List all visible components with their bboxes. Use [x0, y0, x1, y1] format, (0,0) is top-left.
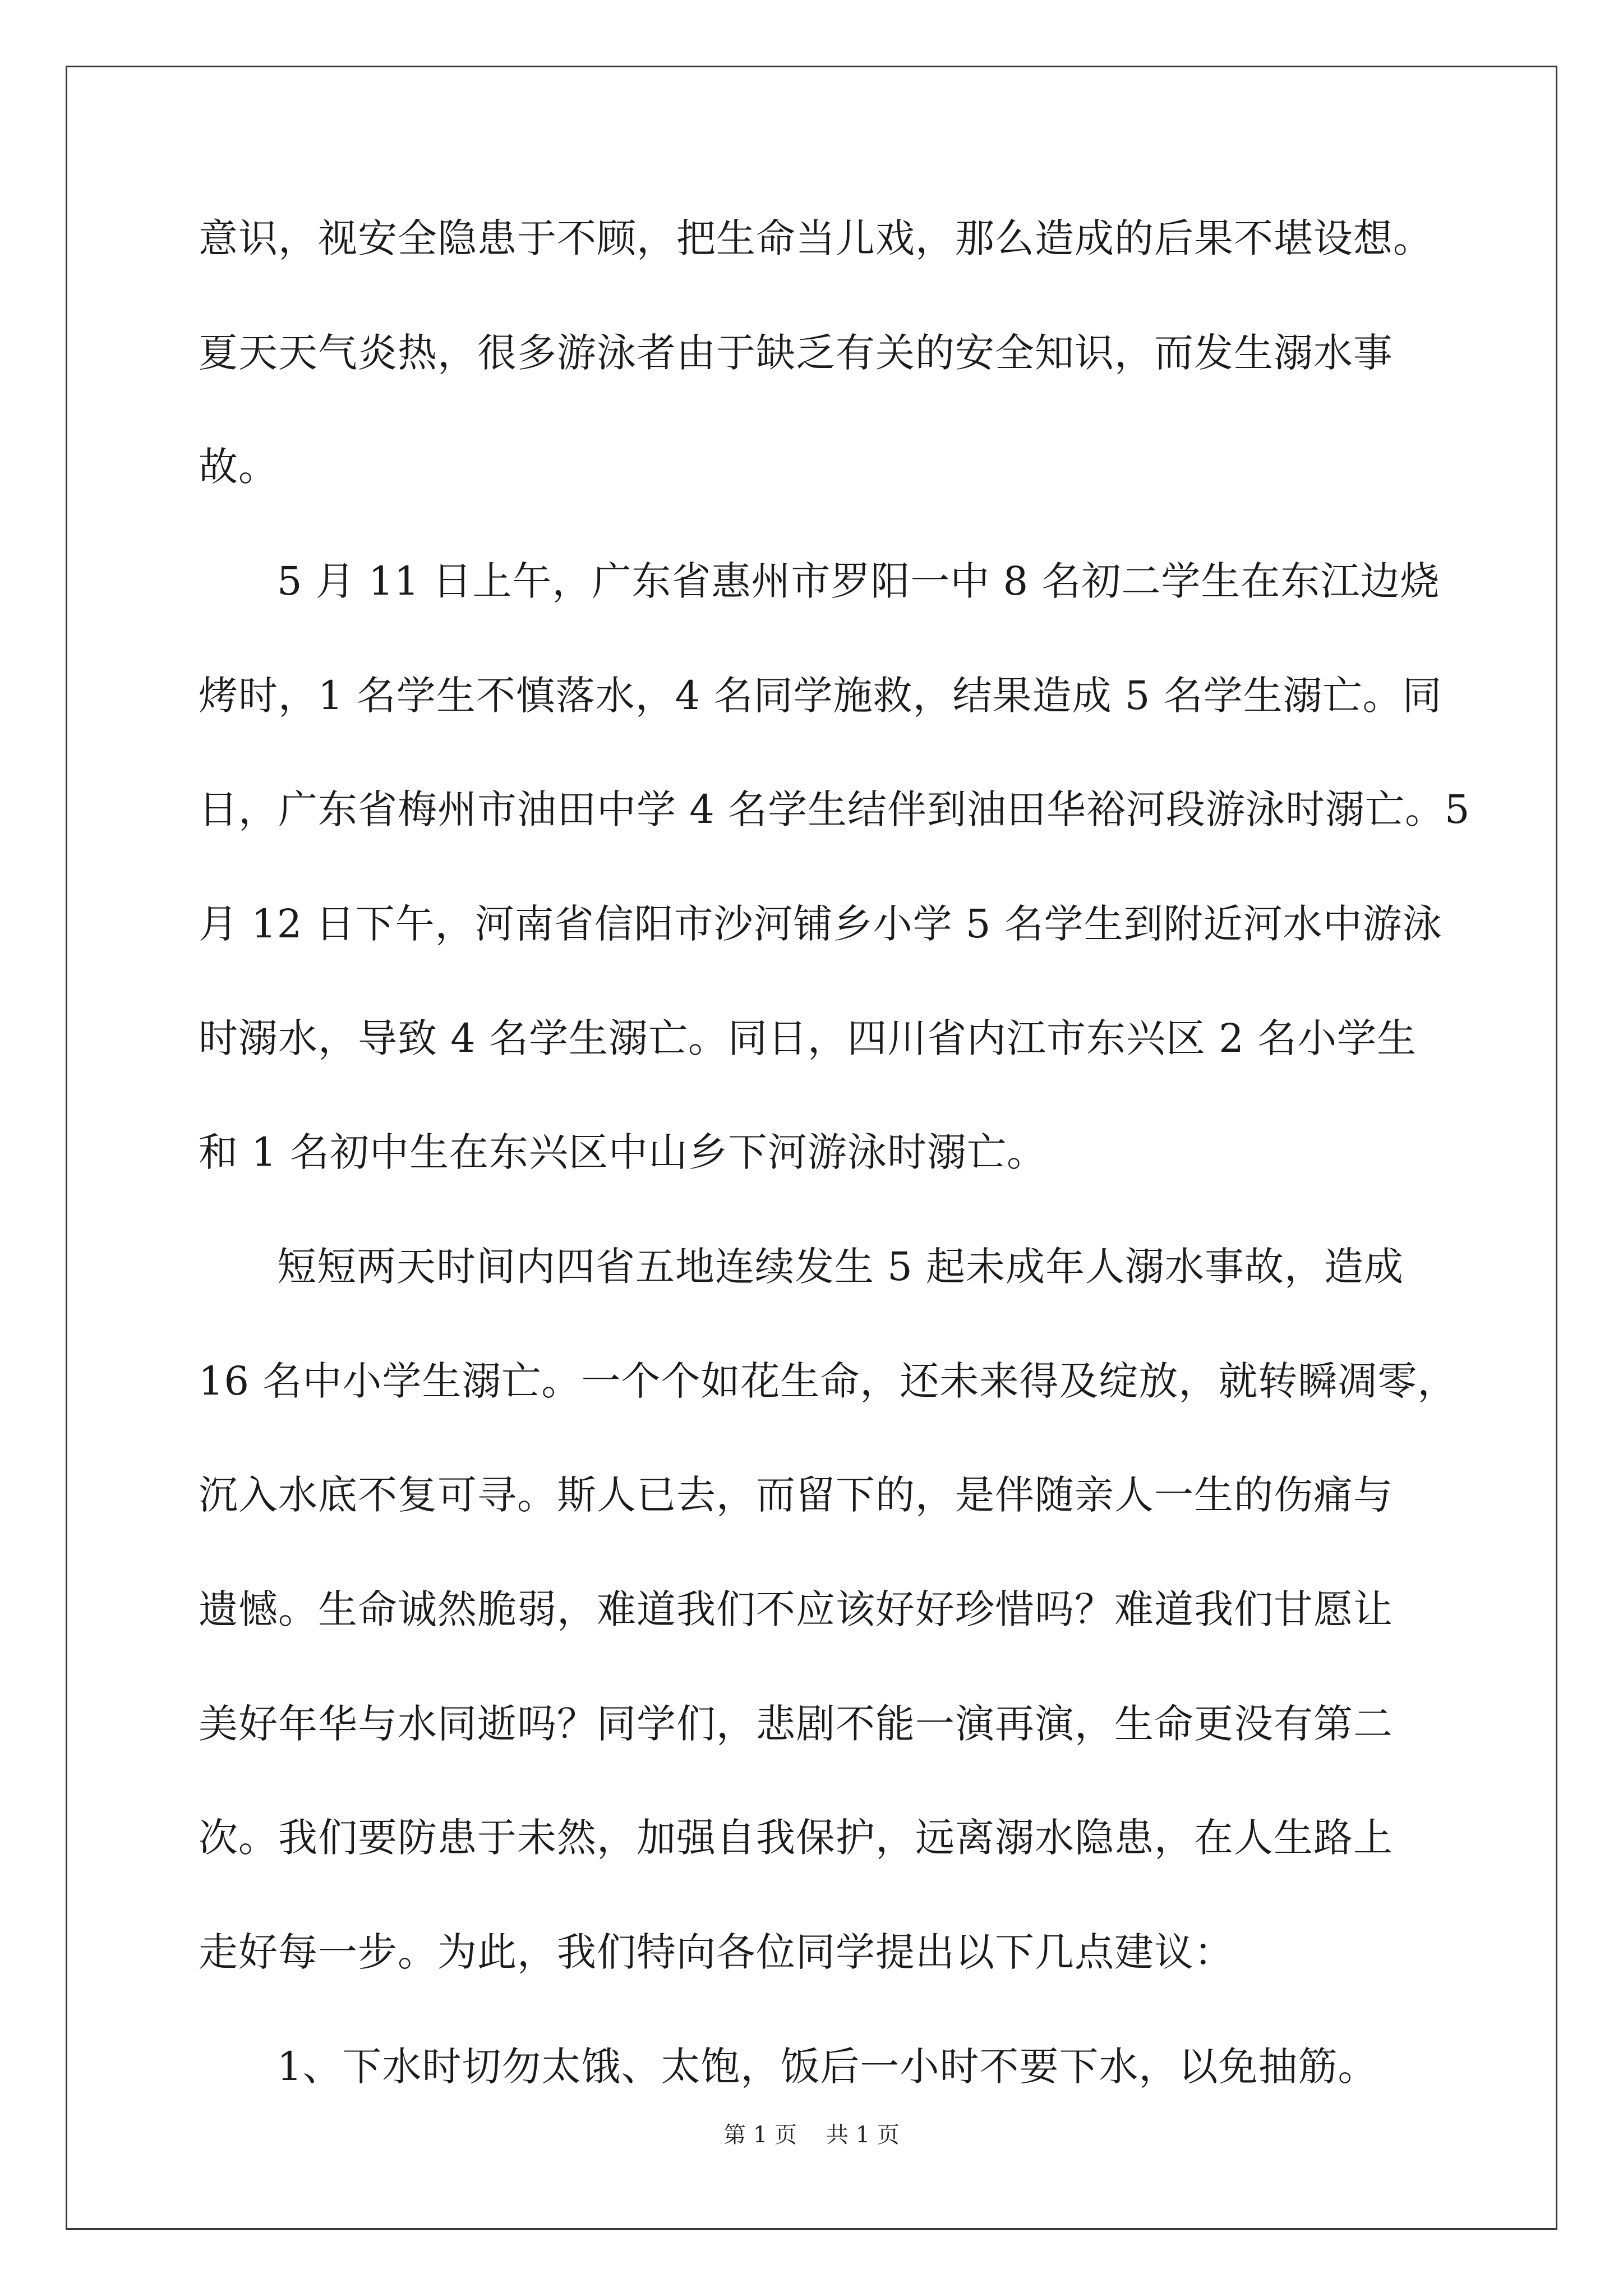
paragraph-line: 1、下水时切勿太饿、太饱，饭后一小时不要下水，以免抽筋。	[277, 2044, 1378, 2090]
paragraph-line: 次。我们要防患于未然，加强自我保护，远离溺水隐患，在人生路上	[199, 1815, 1393, 1861]
paragraph-line: 故。	[199, 444, 278, 490]
paragraph-line: 美好年华与水同逝吗？同学们，悲剧不能一演再演，生命更没有第二	[199, 1701, 1393, 1747]
paragraph-line: 5 月 11 日上午，广东省惠州市罗阳一中 8 名初二学生在东江边烧	[277, 558, 1440, 604]
paragraph-line: 和 1 名初中生在东兴区中山乡下河游泳时溺亡。	[199, 1129, 1047, 1175]
paragraph-line: 遗憾。生命诚然脆弱，难道我们不应该好好珍惜吗？难道我们甘愿让	[199, 1586, 1393, 1632]
paragraph-line: 16 名中小学生溺亡。一个个如花生命，还未来得及绽放，就转瞬凋零，	[199, 1358, 1458, 1404]
page-footer	[0, 2118, 1623, 2152]
paragraph-line: 日，广东省梅州市油田中学 4 名学生结伴到油田华裕河段游泳时溺亡。5	[199, 786, 1470, 832]
paragraph-line: 意识，视安全隐患于不顾，把生命当儿戏，那么造成的后果不堪设想。	[199, 215, 1433, 261]
paragraph-line: 走好每一步。为此，我们特向各位同学提出以下几点建议：	[199, 1929, 1234, 1975]
paragraph-line: 夏天天气炎热，很多游泳者由于缺乏有关的安全知识，而发生溺水事	[199, 330, 1393, 376]
paragraph-line: 沉入水底不复可寻。斯人已去，而留下的，是伴随亲人一生的伤痛与	[199, 1472, 1393, 1518]
paragraph-line: 短短两天时间内四省五地连续发生 5 起未成年人溺水事故，造成	[277, 1244, 1404, 1290]
paragraph-line: 烤时，1 名学生不慎落水，4 名同学施救，结果造成 5 名学生溺亡。同	[199, 673, 1442, 719]
page-total: 共 1 页	[826, 2122, 900, 2148]
page-number: 第 1 页	[723, 2122, 797, 2148]
paragraph-line: 月 12 日下午，河南省信阳市沙河铺乡小学 5 名学生到附近河水中游泳	[199, 901, 1442, 947]
paragraph-line: 时溺水，导致 4 名学生溺亡。同日，四川省内江市东兴区 2 名小学生	[199, 1015, 1417, 1061]
